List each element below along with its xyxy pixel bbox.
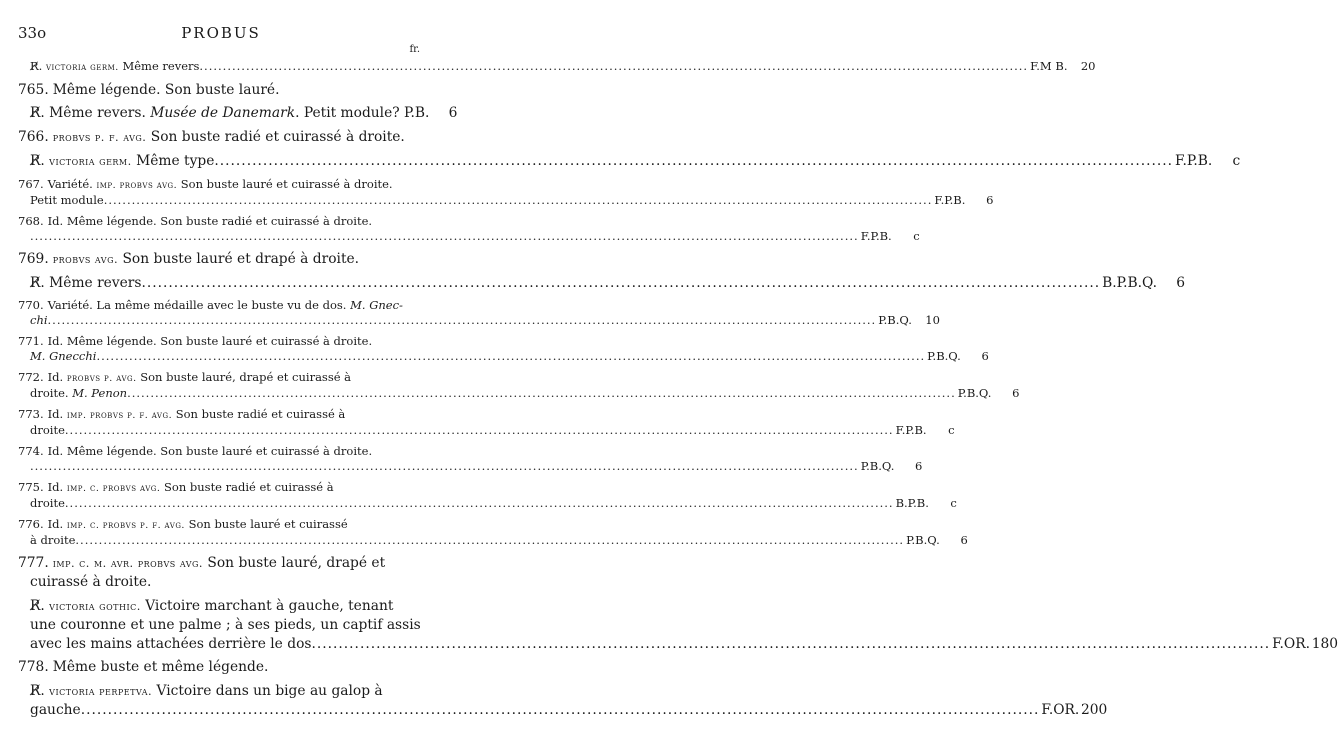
entry-number: 775. <box>18 479 44 494</box>
entry-description <box>48 407 346 424</box>
coin-legend: probvs p. f. avg. <box>52 130 147 144</box>
catalogue-entry <box>18 554 430 592</box>
entry-description <box>30 423 65 439</box>
entry-line <box>18 59 1096 76</box>
description-text: Son buste radié et cuirassé à <box>172 406 346 421</box>
entry-text <box>30 59 1028 76</box>
entry-number: 773. <box>18 406 44 421</box>
entry-description <box>48 298 403 314</box>
description-text: R̸. <box>30 682 50 699</box>
page-title: PROBUS <box>181 24 261 42</box>
dot-leader <box>214 152 1173 171</box>
entry-number: 768. <box>18 213 44 228</box>
collection-reference: M. Penon <box>72 386 128 400</box>
description-text: Même revers <box>118 59 200 73</box>
description-text: Variété. <box>47 176 97 191</box>
coin-legend: victoria gothic. <box>49 599 141 613</box>
metal-module-code: F.P.B. <box>1175 153 1213 169</box>
entry-description <box>48 334 373 350</box>
entry-description <box>53 128 405 148</box>
coin-legend: probvs p. avg. <box>66 372 137 384</box>
entry-line <box>18 313 940 329</box>
entry-line <box>18 573 430 592</box>
entry-line <box>18 517 430 534</box>
entry-line <box>18 193 994 209</box>
entry-line <box>18 682 430 702</box>
description-text: Son buste lauré, drapé et cuirassé à <box>136 369 352 384</box>
entry-description <box>30 635 311 654</box>
description-text: Son buste lauré et drapé à droite. <box>118 250 360 267</box>
entry-line <box>18 635 1338 654</box>
metal-module-code: F.M B. <box>1030 59 1068 73</box>
entry-line <box>18 128 430 148</box>
collection-reference: M. Gnec- <box>350 297 403 312</box>
price-value: c <box>913 229 920 243</box>
metal-module-code: P.B.Q. <box>878 313 912 327</box>
catalogue-entry <box>18 297 940 329</box>
collection-reference: M. Gnecchi <box>30 349 97 363</box>
description-text: Id. <box>47 516 67 531</box>
description-text: Son buste radié et cuirassé à droite. <box>146 128 405 145</box>
description-text: R̸. Même revers <box>30 275 142 291</box>
description-text: R̸. <box>30 153 50 169</box>
description-text: droite <box>30 496 65 510</box>
catalogue-entry <box>18 81 430 100</box>
entry-text <box>18 370 402 387</box>
description-text: Petit module <box>30 193 104 207</box>
metal-module-code: F.P.B. <box>895 423 927 437</box>
description-text: avec les mains attachées derrière le dos <box>30 635 312 652</box>
price-value: 10 <box>925 313 940 327</box>
description-text: Son buste lauré, drapé et <box>203 554 386 571</box>
entry-text <box>18 334 402 350</box>
entry-description <box>48 444 373 460</box>
catalogue-entry <box>18 597 1338 654</box>
entry-line <box>18 496 957 512</box>
catalogue-entry <box>18 128 430 148</box>
entry-text <box>30 701 1039 720</box>
price-value: 180 <box>1311 635 1338 652</box>
metal-module-code: F.P.B. <box>860 229 892 243</box>
entry-description <box>30 682 383 702</box>
entry-text <box>18 250 402 270</box>
entry-number: 774. <box>18 443 44 458</box>
coin-legend: victoria perpetva. <box>49 684 153 698</box>
entry-description <box>53 658 269 677</box>
dot-leader <box>30 229 859 245</box>
description-text: R̸. <box>30 597 50 614</box>
catalogue-entry <box>18 333 989 365</box>
dot-leader <box>65 423 894 439</box>
entry-description <box>30 274 141 293</box>
metal-module-code: P.B.Q. <box>906 533 940 547</box>
entry-description <box>53 81 280 100</box>
entry-description <box>30 597 393 617</box>
entry-text <box>30 635 1270 654</box>
dot-leader <box>30 459 859 475</box>
entry-text <box>18 214 402 230</box>
entry-number: 776. <box>18 516 44 531</box>
entry-line <box>18 177 430 194</box>
description-text: une couronne et une palme ; à ses pieds, un captif assis <box>30 617 421 633</box>
description-text: . Petit module? P.B. <box>295 105 430 121</box>
catalogue-entry <box>18 443 923 475</box>
metal-module-code: B.P.B.Q. <box>1102 275 1158 291</box>
entry-line <box>18 480 430 497</box>
entry-description <box>30 573 151 592</box>
dot-leader <box>48 313 877 329</box>
dot-leader <box>199 59 1028 75</box>
description-text: R̸. <box>30 59 46 73</box>
dot-leader <box>127 386 956 402</box>
entry-description <box>30 616 421 635</box>
coin-legend: victoria germ. <box>49 155 132 168</box>
metal-module-code: P.B.Q. <box>957 386 992 400</box>
coin-legend: probvs avg. <box>52 252 119 266</box>
description-text: Id. Même légende. Son buste lauré et cuirassé à droite. <box>47 443 373 458</box>
entry-description <box>30 349 96 365</box>
catalogue-entry <box>18 658 430 677</box>
entry-description <box>30 496 65 512</box>
price-value: 6 <box>1176 275 1186 291</box>
description-text: Son buste radié et cuirassé à <box>160 479 334 494</box>
entry-text <box>30 533 904 549</box>
description-text: Même buste et même légende. <box>52 659 269 675</box>
entry-line <box>18 81 430 100</box>
dot-leader <box>311 635 1270 654</box>
dot-leader <box>141 274 1100 293</box>
description-text: Même type <box>131 153 215 169</box>
description-text: Son buste lauré et cuirassé <box>184 516 348 531</box>
entry-number: 777. <box>18 554 49 571</box>
entry-description <box>30 533 75 549</box>
entry-line <box>18 701 1108 720</box>
entry-description <box>30 59 199 76</box>
price-value: c <box>948 423 955 437</box>
catalogue-entry <box>18 274 1186 293</box>
dot-leader <box>96 349 925 365</box>
description-text: Son buste lauré et cuirassé à droite. <box>177 176 393 191</box>
entry-line <box>18 334 430 350</box>
catalogue-entry <box>18 213 920 245</box>
price-value: c <box>1232 153 1241 169</box>
entry-description <box>48 177 393 194</box>
dot-leader <box>104 193 933 209</box>
price-value: 6 <box>1012 386 1020 400</box>
entry-line <box>18 229 920 245</box>
catalogue-entry <box>18 516 968 549</box>
entry-line <box>18 386 1020 402</box>
coin-legend: imp. c. m. avr. probvs avg. <box>52 556 204 570</box>
metal-module-code: F.P.B. <box>934 193 966 207</box>
entry-line <box>18 616 442 635</box>
entry-line <box>18 444 430 460</box>
entry-text <box>30 274 1100 293</box>
catalogue-entry <box>18 682 1108 720</box>
entry-text <box>18 480 402 497</box>
description-text: Victoire marchant à gauche, tenant <box>140 597 394 614</box>
entry-text <box>30 573 402 592</box>
page-number: 33o <box>18 24 47 42</box>
description-text: Id. <box>47 406 67 421</box>
entry-number: 770. <box>18 297 44 312</box>
coin-legend: victoria germ. <box>45 62 119 73</box>
description-text: Id. <box>47 479 67 494</box>
entry-line <box>18 214 430 230</box>
entry-text <box>18 128 405 148</box>
entry-line <box>18 533 968 549</box>
entry-text <box>30 496 894 512</box>
entry-description <box>48 480 334 497</box>
entry-line <box>18 349 989 365</box>
entry-description <box>48 370 351 387</box>
entry-text <box>30 349 925 365</box>
price-value: 6 <box>981 349 989 363</box>
entry-description <box>53 554 385 574</box>
description-text: Id. Même légende. Son buste lauré et cuirassé à droite. <box>47 333 373 348</box>
entry-line <box>18 459 923 475</box>
coin-legend: imp. probvs p. f. avg. <box>66 409 173 421</box>
entry-line <box>18 370 430 387</box>
description-text: Même légende. Son buste lauré. <box>52 81 280 98</box>
entry-text <box>18 517 402 534</box>
description-text: à droite <box>30 533 76 547</box>
entry-text <box>30 616 421 635</box>
entry-line <box>18 152 1241 172</box>
price-value: 6 <box>448 105 458 121</box>
price-value: c <box>950 496 957 510</box>
entry-text <box>18 298 403 314</box>
entry-text <box>30 104 429 123</box>
entry-text <box>30 193 932 209</box>
entry-description <box>30 313 48 329</box>
description-text: droite. <box>30 386 73 400</box>
collection-reference: chi <box>30 313 48 327</box>
entry-text <box>18 658 402 677</box>
entry-text <box>30 152 1173 172</box>
entry-description <box>30 386 127 402</box>
price-value: 200 <box>1080 702 1108 718</box>
entry-text <box>30 313 876 329</box>
metal-module-code: P.B.Q. <box>860 459 895 473</box>
entry-number: 765. <box>18 81 49 98</box>
entry-line <box>18 423 955 439</box>
entry-number: 769. <box>18 250 49 267</box>
entry-line <box>18 104 458 123</box>
entry-line <box>18 407 430 424</box>
coin-legend: imp. c. probvs avg. <box>66 482 161 494</box>
collection-reference: Musée de Danemark <box>150 105 296 121</box>
description-text: cuirassé à droite. <box>30 574 152 590</box>
description-text: R̸. Même revers. <box>30 105 151 121</box>
entry-text <box>30 682 402 702</box>
entry-number: 772. <box>18 369 44 384</box>
metal-module-code: P.B.Q. <box>927 349 961 363</box>
price-column-header: fr. <box>409 44 420 55</box>
entry-description <box>30 104 429 123</box>
page-header <box>18 24 424 55</box>
description-text: Victoire dans un bige au galop à <box>152 682 383 699</box>
catalogue-entry <box>18 369 1020 402</box>
entry-text <box>18 554 402 574</box>
entry-text <box>18 444 402 460</box>
entry-number: 771. <box>18 333 44 348</box>
entry-text <box>18 407 402 424</box>
price-value: 6 <box>986 193 994 207</box>
description-text: gauche <box>30 702 81 718</box>
entry-text <box>30 459 859 475</box>
price-value: 6 <box>915 459 923 473</box>
entry-line <box>18 274 1186 293</box>
entry-description <box>48 517 348 534</box>
entry-description <box>30 152 214 172</box>
description-text: Id. Même légende. Son buste radié et cuirassé à droite. <box>47 213 373 228</box>
description-text: droite <box>30 423 65 437</box>
entry-line <box>18 298 430 314</box>
entry-text <box>18 81 402 100</box>
catalogue-entry <box>18 59 1096 76</box>
coin-legend: imp. c. probvs p. f. avg. <box>66 519 185 531</box>
coin-catalogue-entries <box>18 59 1338 720</box>
entry-number: 767. <box>18 176 44 191</box>
entry-line <box>18 597 430 617</box>
entry-number: 766. <box>18 128 49 145</box>
entry-text <box>30 229 859 245</box>
entry-text <box>30 386 956 402</box>
dot-leader <box>75 533 904 549</box>
entry-description <box>30 193 104 209</box>
metal-module-code: F.OR. <box>1272 635 1311 652</box>
entry-number: 778. <box>18 659 49 675</box>
coin-legend: imp. probvs avg. <box>96 179 178 191</box>
catalogue-entry <box>18 250 430 270</box>
catalogue-entry <box>18 152 1241 172</box>
entry-text <box>30 597 402 617</box>
entry-description <box>30 701 81 720</box>
catalogue-entry <box>18 479 957 512</box>
catalogue-entry <box>18 406 955 439</box>
entry-line <box>18 658 430 677</box>
entry-text <box>18 177 402 194</box>
price-value: 6 <box>960 533 968 547</box>
price-value: 20 <box>1080 59 1096 73</box>
metal-module-code: B.P.B. <box>895 496 929 510</box>
entry-text <box>30 423 894 439</box>
entry-line <box>18 250 430 270</box>
description-text: Variété. La même médaille avec le buste vu de dos. <box>47 297 351 312</box>
dot-leader <box>65 496 894 512</box>
catalogue-entry <box>18 176 994 209</box>
entry-description <box>48 214 372 230</box>
description-text: Id. <box>47 369 67 384</box>
catalogue-entry <box>18 104 458 123</box>
entry-line <box>18 554 430 574</box>
metal-module-code: F.OR. <box>1041 702 1080 718</box>
entry-description <box>53 250 359 270</box>
dot-leader <box>81 701 1040 720</box>
